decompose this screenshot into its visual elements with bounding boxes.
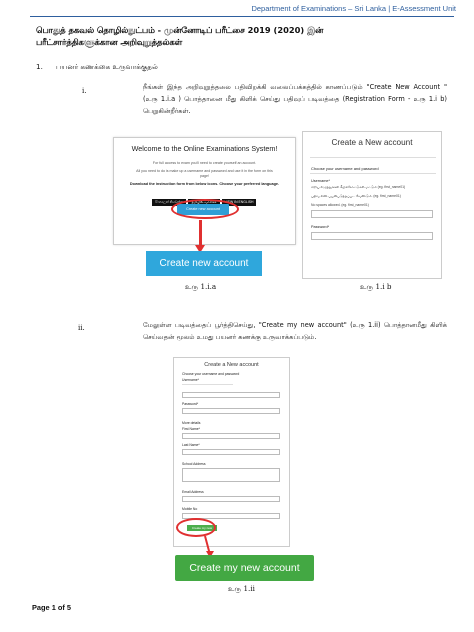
school-label: School Address [182,462,206,466]
password-input[interactable] [182,408,280,414]
create-new-account-button[interactable]: Create new account [146,251,262,276]
welcome-text-1: For full access to exam you'll need to create yourself an account. [152,161,257,165]
username-input[interactable] [182,392,280,398]
last-name-input[interactable] [182,449,280,455]
last-name-label: Last Name* [182,443,200,447]
email-input[interactable] [182,496,280,502]
document-title [36,24,436,48]
phone-label: Mobile No [182,507,198,511]
section-label: பயனர் கணக்கை உருவாக்குதல் [56,62,158,71]
username-note-1: சிறிய எழுத்துக்கள் கீழ்க்கோட்டுகள் மட்டும் (eg. first_name01) [311,185,406,189]
arrow-shaft [199,220,202,248]
step-ii-numeral: ii. [78,324,85,332]
username-label: Username* [182,378,199,382]
form-subheading: Choose your username and password [311,166,379,171]
username-note: ──────────────────────── [182,382,234,386]
username-note-2: பதிவு எண் பயன்படுத்தப்பட வேண்டும். (eg. first_name01) [311,194,401,198]
section-number: 1. [36,62,43,71]
password-input[interactable] [311,232,433,240]
welcome-text-3: page! [200,174,209,178]
caption-fig-1-i-b: உரு 1.i b [360,282,392,291]
step-ii-text: மேலுள்ள படிவத்தைப் பூர்த்திசெய்து, "Create my new account" (உரு 1.ii) பொத்தானமீது கிளிக் செய்வதன் மூலம் உமது பயனர் கணக்கு உருவாக்கப்படும். [143,321,447,341]
username-note-3: No spaces allowed. (eg. first_name01) [311,203,369,207]
create-my-new-account-button[interactable]: Create my new account [175,555,314,581]
step-i-numeral: i. [82,87,87,95]
highlight-oval [176,518,216,537]
header-rule [30,16,454,17]
welcome-text-2: All you need to do is make up a username and password and use it in the form on this [136,169,273,173]
page-number: Page 1 of 5 [32,603,72,612]
english-language-button[interactable]: VIEW IN ENGLISH [222,199,256,206]
sinhala-language-button[interactable]: සිංහලෙන් කියවන්න [152,199,186,206]
figure-create-account-form [302,131,442,279]
title-line-2: பரீட்சார்த்திகளுக்கான அறிவுறுத்தல்கள் [36,37,183,47]
form-heading: Create a New account [331,138,413,147]
document-header: Department of Examinations – Sri Lanka | E-Assessment Unit [251,4,456,13]
more-details-heading: More details [182,421,201,425]
first-name-label: First Name* [182,427,200,431]
caption-fig-1-i-a: உரு 1.i.a [185,282,217,291]
title-line-1: பொதுத் தகவல் தொழில்நுட்பம் - முன்னோடிப் பரீட்சை 2019 (2020) இன் [36,25,324,35]
section-heading [36,62,158,72]
username-label: Username* [311,179,330,183]
form-divider [310,157,436,158]
welcome-title: Welcome to the Online Examinations System! [131,144,278,153]
form-subheading: Choose your username and password [182,372,240,376]
create-my-account-button-small[interactable]: Create my new account [187,525,217,531]
username-input[interactable] [311,210,433,218]
form-divider [310,173,436,174]
school-input[interactable] [182,468,280,482]
step-i-text: நீங்கள் இந்த அறிவுறுத்தலை பதிவிறக்கி வலைப்பக்கத்தில் காணப்படும் "Create New Account " (உரு 1.i.a ) பொத்தானை மீது கிளிக் செய்து பதிவுப் படிவத்தை (Registration Form - உரு 1.i b) பெறுகின்றீர்கள். [143,83,447,115]
caption-fig-1-ii: உரு 1.ii [228,584,255,593]
email-label: Email Address [182,490,204,494]
download-instructions: Download the instruction form from below icons. Choose your preferred language. [129,182,280,186]
password-label: Password* [182,402,199,406]
highlight-oval [171,199,239,219]
tamil-language-button[interactable]: தமிழில் வாசிக்க [188,199,220,206]
figure-welcome-screenshot [113,137,296,245]
password-label: Password* [311,225,330,229]
create-account-button-small[interactable]: Create new account [177,204,229,215]
first-name-input[interactable] [182,433,280,439]
form-heading: Create a New account [204,362,259,368]
